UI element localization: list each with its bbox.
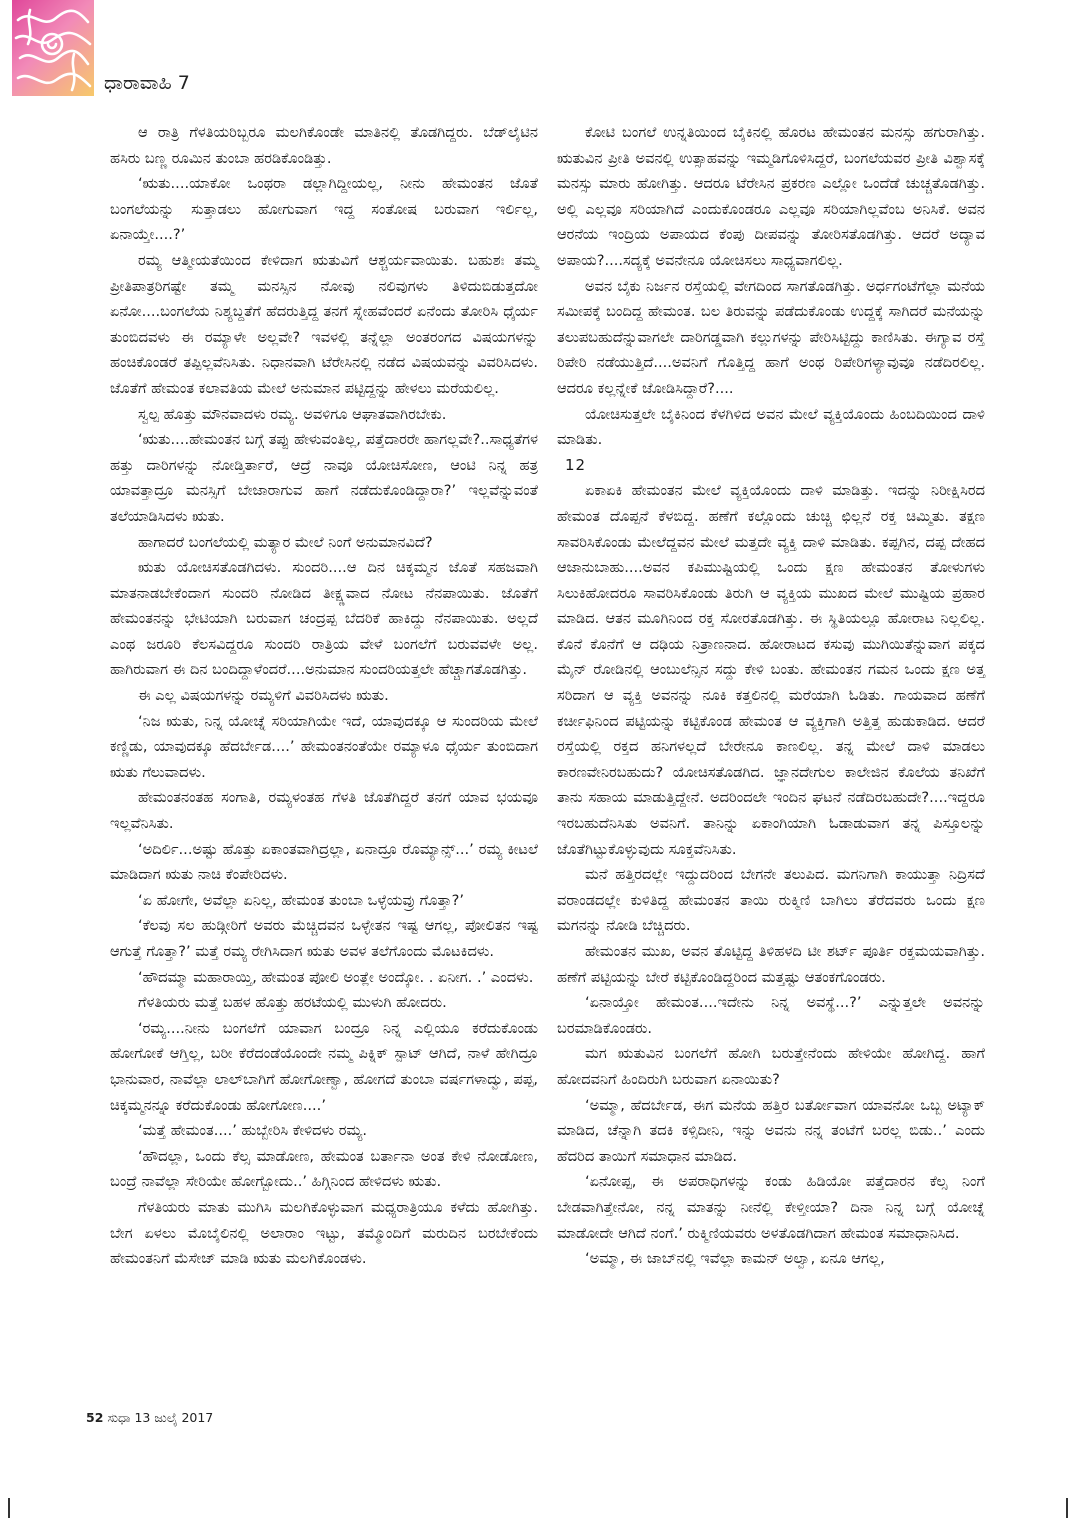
issue-year: 2017 — [181, 1410, 214, 1425]
paragraph: ‘ಅದಿರ್ಲಿ...ಅಷ್ಟು ಹೊತ್ತು ಏಕಾಂತವಾಗಿದ್ರಲ್ಲಾ, ಏನಾದ್ರೂ ರೊಮ್ಯಾನ್ಸ್...’ ರಮ್ಯ ಕೀಟಲೆ ಮಾಡಿದಾಗ ಋತು ನಾಚಿ ಕೆಂಪೇರಿದಳು. — [110, 840, 538, 884]
paragraph: ‘ಅಮ್ಮಾ, ಈ ಜಾಬ್‌ನಲ್ಲಿ ಇವೆಲ್ಲಾ ಕಾಮನ್ ಅಲ್ವಾ, ಏನೂ ಆಗಲ್ಲ, — [585, 1250, 885, 1268]
paragraph: ‘ಋತು....ಯಾಕೋ ಒಂಥರಾ ಡಲ್ಲಾಗಿದ್ದೀಯಲ್ಲ, ನೀನು ಹೇಮಂತನ ಜೊತೆ ಬಂಗಲೆಯನ್ನು ಸುತ್ತಾಡಲು ಹೋಗುವಾಗ ಇದ್ದ ಸಂತೋಷ ಬರುವಾಗ ಇರ್ಲಿಲ್ಲ, ಏನಾಯ್ತೇ....?’ — [110, 175, 538, 244]
issue-date: 13 ಜುಲೈ — [134, 1410, 178, 1425]
section-number: 12 — [565, 455, 587, 474]
paragraph: ಹೇಮಂತನ ಮುಖ, ಅವನ ತೊಟ್ಟಿದ್ದ ತಿಳಿಹಳದಿ ಟೀ ಶರ್ಟ್ ಪೂರ್ತಿ ರಕ್ತಮಯವಾಗಿತ್ತು. ಹಣೆಗೆ ಪಟ್ಟಿಯನ್ನು ಬೇರೆ ಕಟ್ಟಿಕೊಂಡಿದ್ದರಿಂದ ಮತ್ತಷ್ಟು ಆತಂಕಗೊಂಡರು. — [557, 943, 985, 986]
paragraph: ರಮ್ಯ ಆತ್ಮೀಯತೆಯಿಂದ ಕೇಳಿದಾಗ ಋತುವಿಗೆ ಆಶ್ಚರ್ಯವಾಯಿತು. ಬಹುಶಃ ತಮ್ಮ ಪ್ರೀತಿಪಾತ್ರರಿಗಷ್ಟೇ ತಮ್ಮ ಮನಸ್ಸಿನ ನೋವು ನಲಿವುಗಳು ತಿಳಿದುಬಿಡುತ್ತದೋ ಏನೋ....ಬಂಗಲೆಯ ನಿಶ್ಯಬ್ದತೆಗೆ ಹೆದರುತ್ತಿದ್ದ ತನಗೆ ಸ್ನೇಹವೆಂದರೆ ಏನೆಂದು ತೋರಿಸಿ ಧೈರ್ಯ ತುಂಬಿದವಳು ಈ ರಮ್ಯಾಳೇ ಅಲ್ಲವೇ? ಇವಳಲ್ಲಿ ತನ್ನೆಲ್ಲಾ ಅಂತರಂಗದ ವಿಷಯಗಳನ್ನು ಹಂಚಿಕೊಂಡರೆ ತಪ್ಪಿಲ್ಲವೆನಿಸಿತು. ನಿಧಾನವಾಗಿ ಟೆರೇಸಿನಲ್ಲಿ ನಡೆದ ವಿಷಯವನ್ನು ವಿವರಿಸಿದಳು. ಜೊತೆಗೆ ಹೇಮಂತ ಕಲಾವತಿಯ ಮೇಲೆ ಅನುಮಾನ ಪಟ್ಟಿದ್ದನ್ನು ಹೇಳಲು ಮರೆಯಲಿಲ್ಲ. — [110, 251, 538, 397]
paragraph: ಹೇಮಂತನಂತಹ ಸಂಗಾತಿ, ರಮ್ಯಳಂತಹ ಗೆಳತಿ ಜೊತೆಗಿದ್ದರೆ ತನಗೆ ಯಾವ ಭಯವೂ ಇಲ್ಲವೆನಿಸಿತು. — [110, 789, 538, 833]
paragraph: ‘ಕೆಲವು ಸಲ ಹುಡ್ಗೀರಿಗೆ ಅವರು ಮೆಚ್ಚಿದವನ ಒಳ್ಳೇತನ ಇಷ್ಟ ಆಗಲ್ಲ, ಪೋಲಿತನ ಇಷ್ಟ ಆಗುತ್ತೆ ಗೊತ್ತಾ?’ ಮತ್ತೆ ರಮ್ಯ ರೇಗಿಸಿದಾಗ ಋತು ಅವಳ ತಲೆಗೊಂದು ಮೊಟಕಿದಳು. — [110, 917, 538, 960]
paragraph: ‘ಹೌದಲ್ಲಾ, ಒಂದು ಕೆಲ್ಸ ಮಾಡೋಣ, ಹೇಮಂತ ಬರ್ತಾನಾ ಅಂತ ಕೇಳಿ ನೋಡೋಣ, ಬಂದ್ರೆ ನಾವೆಲ್ಲಾ ಸೇರಿಯೇ ಹೋಗ್ಬೋದು..’ ಹಿಗ್ಗಿನಿಂದ ಹೇಳಿದಳು ಋತು. — [110, 1147, 538, 1191]
paragraph: ಗೆಳತಿಯರು ಮತ್ತೆ ಬಹಳ ಹೊತ್ತು ಹರಟೆಯಲ್ಲಿ ಮುಳುಗಿ ಹೋದರು. — [138, 994, 447, 1012]
paragraph: ಏಕಾಏಕಿ ಹೇಮಂತನ ಮೇಲೆ ವ್ಯಕ್ತಿಯೊಂದು ದಾಳಿ ಮಾಡಿತ್ತು. ಇದನ್ನು ನಿರೀಕ್ಷಿಸಿರದ ಹೇಮಂತ ದೊಪ್ಪನೆ ಕೆಳಬಿದ್ದ. ಹಣೆಗೆ ಕಲ್ಲೊಂದು ಚುಚ್ಚಿ ಛಿಲ್ಲನೆ ರಕ್ತ ಚಿಮ್ಮಿತು. ತಕ್ಷಣ ಸಾವರಿಸಿಕೊಂಡು ಮೇಲೆದ್ದವನ ಮೇಲೆ ಮತ್ತದೇ ವ್ಯಕ್ತಿ ದಾಳಿ ಮಾಡಿತು. ಕಪ್ಪಗಿನ, ದಪ್ಪ ದೇಹದ ಆಜಾನುಬಾಹು....ಅವನ ಕಪಿಮುಷ್ಟಿಯಲ್ಲಿ ಒಂದು ಕ್ಷಣ ಹೇಮಂತನ ತೋಳುಗಳು ಸಿಲುಕಿಹೋದರೂ ಸಾವರಿಸಿಕೊಂಡು ತಿರುಗಿ ಆ ವ್ಯಕ್ತಿಯ ಮುಖದ ಮೇಲೆ ಮುಷ್ಟಿಯ ಪ್ರಹಾರ ಮಾಡಿದ. ಆತನ ಮೂಗಿನಿಂದ ರಕ್ತ ಸೋರತೊಡಗಿತ್ತು. ಈ ಸ್ಥಿತಿಯಲ್ಲೂ ಹೋರಾಟ ನಿಲ್ಲಲಿಲ್ಲ. ಕೊನೆ ಕೊನೆಗೆ ಆ ದಢಿಯ ನಿತ್ರಾಣನಾದ. ಹೋರಾಟದ ಕಸುವು ಮುಗಿಯಿತೆನ್ನುವಾಗ ಪಕ್ಕದ ಮೈನ್ ರೋಡಿನಲ್ಲಿ ಆಂಬುಲೆನ್ಸಿನ ಸದ್ದು ಕೇಳಿ ಬಂತು. ಹೇಮಂತನ ಗಮನ ಒಂದು ಕ್ಷಣ ಅತ್ತ ಸರಿದಾಗ ಆ ವ್ಯಕ್ತಿ ಅವನನ್ನು ನೂಕಿ ಕತ್ತಲಿನಲ್ಲಿ ಮರೆಯಾಗಿ ಓಡಿತು. ಗಾಯವಾದ ಹಣೆಗೆ ಕರ್ಚೀಫಿನಿಂದ ಪಟ್ಟಿಯನ್ನು ಕಟ್ಟಿಕೊಂಡ ಹೇಮಂತ ಆ ವ್ಯಕ್ತಿಗಾಗಿ ಅತ್ತಿತ್ತ ಹುಡುಕಾಡಿದ. ಆದರೆ ರಸ್ತೆಯಲ್ಲಿ ರಕ್ತದ ಹನಿಗಳಲ್ಲದೆ ಬೇರೇನೂ ಕಾಣಲಿಲ್ಲ. ತನ್ನ ಮೇಲೆ ದಾಳಿ ಮಾಡಲು ಕಾರಣವೇನಿರಬಹುದು? ಯೋಚಿಸತೊಡಗಿದ. ಜ್ಞಾನದೇಗುಲ ಕಾಲೇಜಿನ ಕೊಲೆಯ ತನಿಖೆಗೆ ತಾನು ಸಹಾಯ ಮಾಡುತ್ತಿದ್ದೇನೆ. ಅದರಿಂದಲೇ ಇಂದಿನ ಘಟನೆ ನಡೆದಿರಬಹುದೇ?....ಇದ್ದರೂ ಇರಬಹುದೆನಿಸಿತು ಅವನಿಗೆ. ತಾನಿನ್ನು ಏಕಾಂಗಿಯಾಗಿ ಓಡಾಡುವಾಗ ತನ್ನ ಪಿಸ್ತೂಲನ್ನು ಜೊತೆಗಿಟ್ಟುಕೊಳ್ಳುವುದು ಸೂಕ್ತವೆನಿಸಿತು. — [557, 482, 985, 858]
paragraph: ಸ್ವಲ್ಪ ಹೊತ್ತು ಮೌನವಾದಳು ರಮ್ಯ. ಅವಳಿಗೂ ಆಘಾತವಾಗಿರಬೇಕು. — [138, 405, 447, 423]
paragraph: ‘ಮತ್ತೆ ಹೇಮಂತ....’ ಹುಬ್ಬೇರಿಸಿ ಕೇಳಿದಳು ರಮ್ಯ. — [138, 1122, 367, 1140]
paragraph: ‘ಅಮ್ಮಾ, ಹೆದರ್ಬೇಡ, ಈಗ ಮನೆಯ ಹತ್ತಿರ ಬರ್ತೋವಾಗ ಯಾವನೋ ಒಬ್ಬ ಅಟ್ಯಾಕ್ ಮಾಡಿದ, ಚೆನ್ನಾಗಿ ತದಕಿ ಕಳ್ಸಿದೀನಿ, ಇನ್ನು ಅವನು ನನ್ನ ತಂಟೆಗೆ ಬರಲ್ಲ ಬಿಡು..’ ಎಂದು ಹೆದರಿದ ತಾಯಿಗೆ ಸಮಾಧಾನ ಮಾಡಿದ. — [557, 1096, 985, 1165]
paragraph: ‘ಋತು....ಹೇಮಂತನ ಬಗ್ಗೆ ತಪ್ಪು ಹೇಳುವಂತಿಲ್ಲ, ಪತ್ತೆದಾರರೇ ಹಾಗಲ್ಲವೇ?..ಸಾಧ್ಯತೆಗಳ ಹತ್ತು ದಾರಿಗಳನ್ನು ನೋಡ್ತಿರ್ತಾರೆ, ಆದ್ರೆ ನಾವೂ ಯೋಚಿಸೋಣ, ಆಂಟಿ ನಿನ್ನ ಹತ್ರ ಯಾವತ್ತಾದ್ರೂ ಮನಸ್ಸಿಗೆ ಬೇಜಾರಾಗುವ ಹಾಗೆ ನಡೆದುಕೊಂಡಿದ್ದಾರಾ?’ ಇಲ್ಲವೆನ್ನುವಂತೆ ತಲೆಯಾಡಿಸಿದಳು ಋತು. — [110, 431, 538, 525]
paragraph: ಈ ಎಲ್ಲ ವಿಷಯಗಳನ್ನು ರಮ್ಯಳಿಗೆ ವಿವರಿಸಿದಳು ಋತು. — [138, 687, 389, 705]
magazine-logo — [12, 0, 94, 96]
page-number: 52 — [86, 1410, 104, 1425]
left-column — [110, 120, 538, 1272]
crop-mark — [1066, 1498, 1068, 1518]
paragraph: ಮಗ ಋತುವಿನ ಬಂಗಲೆಗೆ ಹೋಗಿ ಬರುತ್ತೇನೆಂದು ಹೇಳಿಯೇ ಹೋಗಿದ್ದ. ಹಾಗೆ ಹೋದವನಿಗೆ ಹಿಂದಿರುಗಿ ಬರುವಾಗ ಏನಾಯಿತು? — [557, 1045, 985, 1088]
paragraph: ‘ಏನೋಪ್ಪ, ಈ ಅಪರಾಧಿಗಳನ್ನು ಕಂಡು ಹಿಡಿಯೋ ಪತ್ತೆದಾರನ ಕೆಲ್ಸ ನಿಂಗೆ ಬೇಡವಾಗಿತ್ತೇನೋ, ನನ್ನ ಮಾತನ್ನು ನೀನೆಲ್ಲಿ ಕೇಳ್ತೀಯಾ? ದಿನಾ ನಿನ್ನ ಬಗ್ಗೆ ಯೋಚ್ನೆ ಮಾಡೋದೇ ಆಗಿದೆ ನಂಗೆ.’ ರುಕ್ಮಿಣಿಯವರು ಅಳತೊಡಗಿದಾಗ ಹೇಮಂತ ಸಮಾಧಾನಿಸಿದ. — [557, 1173, 985, 1242]
paragraph: ಋತು ಯೋಚಿಸತೊಡಗಿದಳು. ಸುಂದರಿ....ಆ ದಿನ ಚಿಕ್ಕಮ್ಮನ ಜೊತೆ ಸಹಜವಾಗಿ ಮಾತನಾಡಬೇಕೆಂದಾಗ ಸುಂದರಿ ನೋಡಿದ ತೀಕ್ಷ್ಣವಾದ ನೋಟ ನೆನಪಾಯಿತು. ಜೊತೆಗೆ ಹೇಮಂತನನ್ನು ಭೇಟಿಯಾಗಿ ಬರುವಾಗ ಚಂದ್ರಪ್ಪ ಬೆದರಿಕೆ ಹಾಕಿದ್ದು ನೆನಪಾಯಿತು. ಅಲ್ಲದೆ ಎಂಥ ಜರೂರಿ ಕೆಲಸವಿದ್ದರೂ ಸುಂದರಿ ರಾತ್ರಿಯ ವೇಳೆ ಬಂಗಲೆಗೆ ಬರುವವಳೇ ಅಲ್ಲ. ಹಾಗಿರುವಾಗ ಈ ದಿನ ಬಂದಿದ್ದಾಳೆಂದರೆ....ಅನುಮಾನ ಸುಂದರಿಯತ್ತಲೇ ಹೆಚ್ಚಾಗತೊಡಗಿತ್ತು. — [110, 559, 538, 679]
paragraph: ಕೋಟಿ ಬಂಗಲೆ ಉನ್ನತಿಯಿಂದ ಬೈಕಿನಲ್ಲಿ ಹೊರಟ ಹೇಮಂತನ ಮನಸ್ಸು ಹಗುರಾಗಿತ್ತು. ಋತುವಿನ ಪ್ರೀತಿ ಅವನಲ್ಲಿ ಉತ್ಸಾಹವನ್ನು ಇಮ್ಮಡಿಗೊಳಿಸಿದ್ದರೆ, ಬಂಗಲೆಯವರ ಪ್ರೀತಿ ವಿಶ್ವಾಸಕ್ಕೆ ಮನಸ್ಸು ಮಾರು ಹೋಗಿತ್ತು. ಆದರೂ ಟೆರೇಸಿನ ಪ್ರಕರಣ ಎಲ್ಲೋ ಒಂದೆಡೆ ಚುಚ್ಚತೊಡಗಿತ್ತು. ಅಲ್ಲಿ ಎಲ್ಲವೂ ಸರಿಯಾಗಿದೆ ಎಂದುಕೊಂಡರೂ ಎಲ್ಲವೂ ಸರಿಯಾಗಿಲ್ಲವೆಂಬ ಅನಿಸಿಕೆ. ಅವನ ಆರನೆಯ ಇಂದ್ರಿಯ ಅಪಾಯದ ಕೆಂಪು ದೀಪವನ್ನು ತೋರಿಸತೊಡಗಿತ್ತು. ಆದರೆ ಅದ್ಯಾವ ಅಪಾಯ?....ಸದ್ಯಕ್ಕೆ ಅವನೇನೂ ಯೋಚಿಸಲು ಸಾಧ್ಯವಾಗಲಿಲ್ಲ. — [557, 124, 985, 269]
section-label: ಧಾರಾವಾಹಿ 7 — [104, 72, 190, 94]
paragraph: ಗೆಳತಿಯರು ಮಾತು ಮುಗಿಸಿ ಮಲಗಿಕೊಳ್ಳುವಾಗ ಮಧ್ಯರಾತ್ರಿಯೂ ಕಳೆದು ಹೋಗಿತ್ತು. ಬೇಗ ಏಳಲು ಮೊಬೈಲಿನಲ್ಲಿ ಅಲಾರಾಂ ಇಟ್ಟು, ತಮ್ಮೊಂದಿಗೆ ಮರುದಿನ ಬರಬೇಕೆಂದು ಹೇಮಂತನಿಗೆ ಮೆಸೇಜ್ ಮಾಡಿ ಋತು ಮಲಗಿಕೊಂಡಳು. — [110, 1198, 538, 1268]
paragraph: ಹಾಗಾದರೆ ಬಂಗಲೆಯಲ್ಲಿ ಮತ್ಯಾರ ಮೇಲೆ ನಿಂಗೆ ಅನುಮಾನವಿದೆ? — [138, 533, 433, 551]
paragraph: ‘ಏ ಹೋಗೇ, ಅವೆಲ್ಲಾ ಏನಿಲ್ಲ, ಹೇಮಂತ ತುಂಬಾ ಒಳ್ಳೆಯವ್ರು ಗೊತ್ತಾ?’ — [138, 891, 464, 909]
paragraph: ಅವನ ಬೈಕು ನಿರ್ಜನ ರಸ್ತೆಯಲ್ಲಿ ವೇಗದಿಂದ ಸಾಗತೊಡಗಿತ್ತು. ಅರ್ಧಗಂಟೆಗೆಲ್ಲಾ ಮನೆಯ ಸಮೀಪಕ್ಕೆ ಬಂದಿದ್ದ ಹೇಮಂತ. ಬಲ ತಿರುವನ್ನು ಪಡೆದುಕೊಂಡು ಉದ್ದಕ್ಕೆ ಸಾಗಿದರೆ ಮನೆಯನ್ನು ತಲುಪಬಹುದೆನ್ನುವಾಗಲೇ ದಾರಿಗಡ್ಡವಾಗಿ ಕಲ್ಲುಗಳನ್ನು ಪೇರಿಸಿಟ್ಟಿದ್ದು ಕಾಣಿಸಿತು. ಈಗ್ಯಾವ ರಸ್ತೆ ರಿಪೇರಿ ನಡೆಯುತ್ತಿದೆ....ಅವನಿಗೆ ಗೊತ್ತಿದ್ದ ಹಾಗೆ ಅಂಥ ರಿಪೇರಿಗಳ್ಯಾವುವೂ ನಡೆದಿರಲಿಲ್ಲ. ಆದರೂ ಕಲ್ಲನ್ನೇಕೆ ಜೋಡಿಸಿದ್ದಾರೆ?.... — [557, 277, 985, 397]
swirl-pattern-icon — [12, 0, 94, 96]
paragraph: ಯೋಚಿಸುತ್ತಲೇ ಬೈಕಿನಿಂದ ಕೆಳಗಿಳಿದ ಅವನ ಮೇಲೆ ವ್ಯಕ್ತಿಯೊಂದು ಹಿಂಬದಿಯಿಂದ ದಾಳಿ ಮಾಡಿತು. — [557, 405, 985, 449]
paragraph: ‘ರಮ್ಯ....ನೀನು ಬಂಗಲೆಗೆ ಯಾವಾಗ ಬಂದ್ರೂ ನಿನ್ನ ಎಲ್ಲಿಯೂ ಕರೆದುಕೊಂಡು ಹೋಗೋಕೆ ಆಗ್ತಿಲ್ಲ, ಬರೀ ಕೆರೆದಂಡೆಯೊಂದೇ ನಮ್ಮ ಪಿಕ್ನಿಕ್ ಸ್ಪಾಟ್ ಆಗಿದೆ, ನಾಳೆ ಹೇಗಿದ್ರೂ ಭಾನುವಾರ, ನಾವೆಲ್ಲಾ ಲಾಲ್‌ಬಾಗಿಗೆ ಹೋಗೋಣ್ವಾ, ಹೋಗದೆ ತುಂಬಾ ವರ್ಷಗಳಾದ್ವು, ಪಪ್ಪ, ಚಿಕ್ಕಮ್ಮನನ್ನೂ ಕರೆದುಕೊಂಡು ಹೋಗೋಣ....’ — [110, 1019, 538, 1114]
magazine-name: ಸುಧಾ — [107, 1410, 131, 1425]
paragraph: ಆ ರಾತ್ರಿ ಗೆಳತಿಯರಿಬ್ಬರೂ ಮಲಗಿಕೊಂಡೇ ಮಾತಿನಲ್ಲಿ ತೊಡಗಿದ್ದರು. ಬೆಡ್‌ಲೈಟಿನ ಹಸಿರು ಬಣ್ಣ ರೂಮಿನ ತುಂಬಾ ಹರಡಿಕೊಂಡಿತ್ತು. — [110, 124, 538, 167]
crop-mark — [8, 1498, 10, 1518]
page-footer — [86, 1410, 213, 1426]
right-column — [557, 120, 985, 1272]
paragraph: ‘ಹೌದಮ್ಮಾ ಮಹಾರಾಯ್ತಿ, ಹೇಮಂತ ಪೋಲಿ ಅಂತ್ಲೇ ಅಂದ್ಕೋ. . ಏನೀಗ. .’ ಎಂದಳು. — [138, 968, 534, 986]
paragraph: ‘ಏನಾಯ್ತೋ ಹೇಮಂತ....ಇದೇನು ನಿನ್ನ ಅವಸ್ಥೆ...?’ ಎನ್ನುತ್ತಲೇ ಅವನನ್ನು ಬರಮಾಡಿಕೊಂಡರು. — [557, 994, 985, 1037]
paragraph: ಮನೆ ಹತ್ತಿರದಲ್ಲೇ ಇದ್ದುದರಿಂದ ಬೇಗನೇ ತಲುಪಿದ. ಮಗನಿಗಾಗಿ ಕಾಯುತ್ತಾ ನಿದ್ರಿಸದೆ ವರಾಂಡದಲ್ಲೇ ಕುಳಿತಿದ್ದ ಹೇಮಂತನ ತಾಯಿ ರುಕ್ಮಿಣಿ ಬಾಗಿಲು ತೆರೆದವರು ಒಂದು ಕ್ಷಣ ಮಗನನ್ನು ನೋಡಿ ಬೆಚ್ಚಿದರು. — [557, 866, 985, 935]
paragraph: ‘ನಿಜ ಋತು, ನಿನ್ನ ಯೋಚ್ನೆ ಸರಿಯಾಗಿಯೇ ಇದೆ, ಯಾವುದಕ್ಕೂ ಆ ಸುಂದರಿಯ ಮೇಲೆ ಕಣ್ಣಿಡು, ಯಾವುದಕ್ಕೂ ಹೆದರ್ಬೇಡ....’ ಹೇಮಂತನಂತೆಯೇ ರಮ್ಯಾಳೂ ಧೈರ್ಯ ತುಂಬಿದಾಗ ಋತು ಗೆಲುವಾದಳು. — [110, 712, 538, 781]
